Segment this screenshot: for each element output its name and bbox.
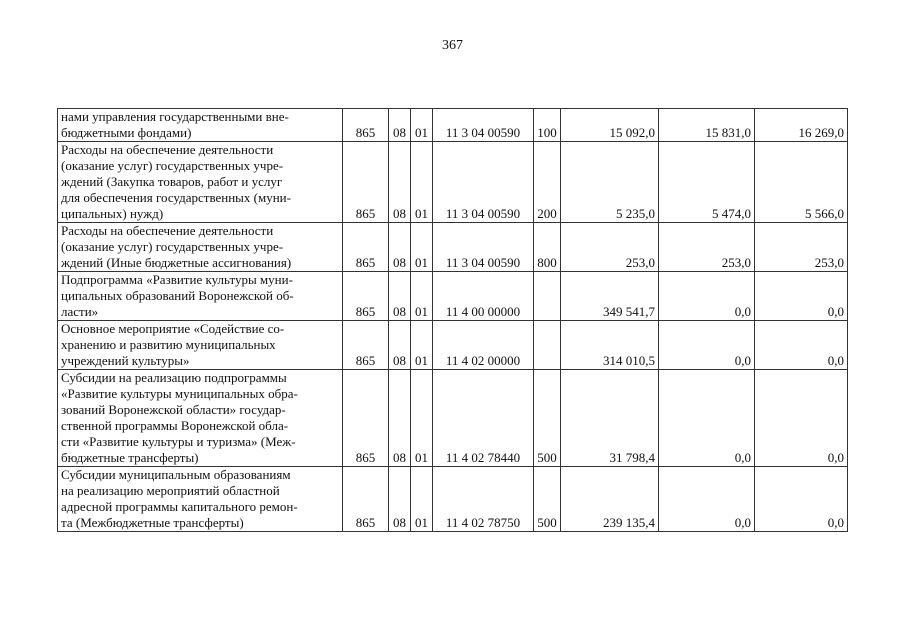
table-row — [58, 321, 848, 370]
grbs-cell: 865 — [343, 272, 389, 321]
expense-name-cell — [58, 467, 343, 532]
amount-year3-cell: 16 269,0 — [755, 109, 848, 142]
expense-name-line: та (Межбюджетные трансферты) — [61, 515, 244, 530]
grbs-cell: 865 — [343, 467, 389, 532]
table-row — [58, 142, 848, 223]
expense-name-line: (оказание услуг) государственных учре- — [61, 158, 284, 173]
expense-name-cell — [58, 109, 343, 142]
expense-type-cell — [534, 272, 561, 321]
amount-year1-cell: 253,0 — [561, 223, 659, 272]
section-cell: 08 — [389, 109, 411, 142]
table-body — [58, 109, 848, 532]
target-article-cell: 11 4 02 78750 — [433, 467, 534, 532]
amount-year1-cell: 5 235,0 — [561, 142, 659, 223]
expense-name-line: учреждений культуры» — [61, 353, 190, 368]
expense-name-cell — [58, 142, 343, 223]
target-article-cell: 11 3 04 00590 — [433, 223, 534, 272]
grbs-cell: 865 — [343, 370, 389, 467]
table-row — [58, 272, 848, 321]
expense-name-cell — [58, 321, 343, 370]
subsection-cell: 01 — [411, 321, 433, 370]
amount-year2-cell: 0,0 — [659, 467, 755, 532]
grbs-cell: 865 — [343, 142, 389, 223]
subsection-cell: 01 — [411, 109, 433, 142]
amount-year2-cell: 0,0 — [659, 321, 755, 370]
expense-name-cell — [58, 223, 343, 272]
expense-name-line: адресной программы капитального ремон- — [61, 499, 298, 514]
amount-year3-cell: 253,0 — [755, 223, 848, 272]
expense-name-line: бюджетными фондами) — [61, 125, 192, 140]
table-row — [58, 467, 848, 532]
expense-name-line: Расходы на обеспечение деятельности — [61, 223, 274, 238]
subsection-cell: 01 — [411, 272, 433, 321]
amount-year3-cell: 0,0 — [755, 321, 848, 370]
expense-type-cell: 100 — [534, 109, 561, 142]
amount-year2-cell: 15 831,0 — [659, 109, 755, 142]
subsection-cell: 01 — [411, 223, 433, 272]
subsection-cell: 01 — [411, 142, 433, 223]
amount-year1-cell: 349 541,7 — [561, 272, 659, 321]
amount-year2-cell: 0,0 — [659, 370, 755, 467]
amount-year1-cell: 314 010,5 — [561, 321, 659, 370]
expense-type-cell: 200 — [534, 142, 561, 223]
target-article-cell: 11 3 04 00590 — [433, 109, 534, 142]
amount-year3-cell: 0,0 — [755, 370, 848, 467]
expense-name-line: ждений (Иные бюджетные ассигнования) — [61, 255, 292, 270]
subsection-cell: 01 — [411, 467, 433, 532]
expense-name-line: Субсидии муниципальным образованиям — [61, 467, 291, 482]
section-cell: 08 — [389, 321, 411, 370]
expense-name-line: хранению и развитию муниципальных — [61, 337, 276, 352]
expense-name-line: нами управления государственными вне- — [61, 109, 289, 124]
expense-name-line: Подпрограмма «Развитие культуры муни- — [61, 272, 293, 287]
grbs-cell: 865 — [343, 321, 389, 370]
page-number: 367 — [442, 38, 463, 53]
table-row — [58, 223, 848, 272]
grbs-cell: 865 — [343, 223, 389, 272]
target-article-cell: 11 4 00 00000 — [433, 272, 534, 321]
amount-year1-cell: 15 092,0 — [561, 109, 659, 142]
section-cell: 08 — [389, 223, 411, 272]
expense-name-cell — [58, 272, 343, 321]
section-cell: 08 — [389, 467, 411, 532]
expense-name-line: ципальных образований Воронежской об- — [61, 288, 294, 303]
amount-year3-cell: 0,0 — [755, 272, 848, 321]
expense-name-line: для обеспечения государственных (муни- — [61, 190, 291, 205]
expense-name-line: зований Воронежской области» государ- — [61, 402, 286, 417]
table-row — [58, 109, 848, 142]
table-row — [58, 370, 848, 467]
target-article-cell: 11 4 02 00000 — [433, 321, 534, 370]
target-article-cell: 11 3 04 00590 — [433, 142, 534, 223]
amount-year2-cell: 253,0 — [659, 223, 755, 272]
section-cell: 08 — [389, 272, 411, 321]
expense-name-line: бюджетные трансферты) — [61, 450, 199, 465]
expense-name-line: ласти» — [61, 304, 99, 319]
expense-name-cell — [58, 370, 343, 467]
budget-table — [57, 108, 848, 532]
amount-year1-cell: 239 135,4 — [561, 467, 659, 532]
section-cell: 08 — [389, 370, 411, 467]
target-article-cell: 11 4 02 78440 — [433, 370, 534, 467]
expense-name-line: «Развитие культуры муниципальных обра- — [61, 386, 298, 401]
amount-year3-cell: 0,0 — [755, 467, 848, 532]
expense-type-cell — [534, 321, 561, 370]
expense-name-line: ципальных) нужд) — [61, 206, 164, 221]
expense-name-line: сти «Развитие культуры и туризма» (Меж- — [61, 434, 296, 449]
expense-name-line: Расходы на обеспечение деятельности — [61, 142, 274, 157]
expense-name-line: на реализацию мероприятий областной — [61, 483, 280, 498]
expense-type-cell: 500 — [534, 370, 561, 467]
amount-year3-cell: 5 566,0 — [755, 142, 848, 223]
expense-type-cell: 800 — [534, 223, 561, 272]
section-cell: 08 — [389, 142, 411, 223]
expense-name-line: ственной программы Воронежской обла- — [61, 418, 289, 433]
expense-name-line: Субсидии на реализацию подпрограммы — [61, 370, 287, 385]
amount-year2-cell: 5 474,0 — [659, 142, 755, 223]
subsection-cell: 01 — [411, 370, 433, 467]
expense-type-cell: 500 — [534, 467, 561, 532]
expense-name-line: Основное мероприятие «Содействие со- — [61, 321, 285, 336]
expense-name-line: (оказание услуг) государственных учре- — [61, 239, 284, 254]
expense-name-line: ждений (Закупка товаров, работ и услуг — [61, 174, 283, 189]
amount-year2-cell: 0,0 — [659, 272, 755, 321]
grbs-cell: 865 — [343, 109, 389, 142]
amount-year1-cell: 31 798,4 — [561, 370, 659, 467]
